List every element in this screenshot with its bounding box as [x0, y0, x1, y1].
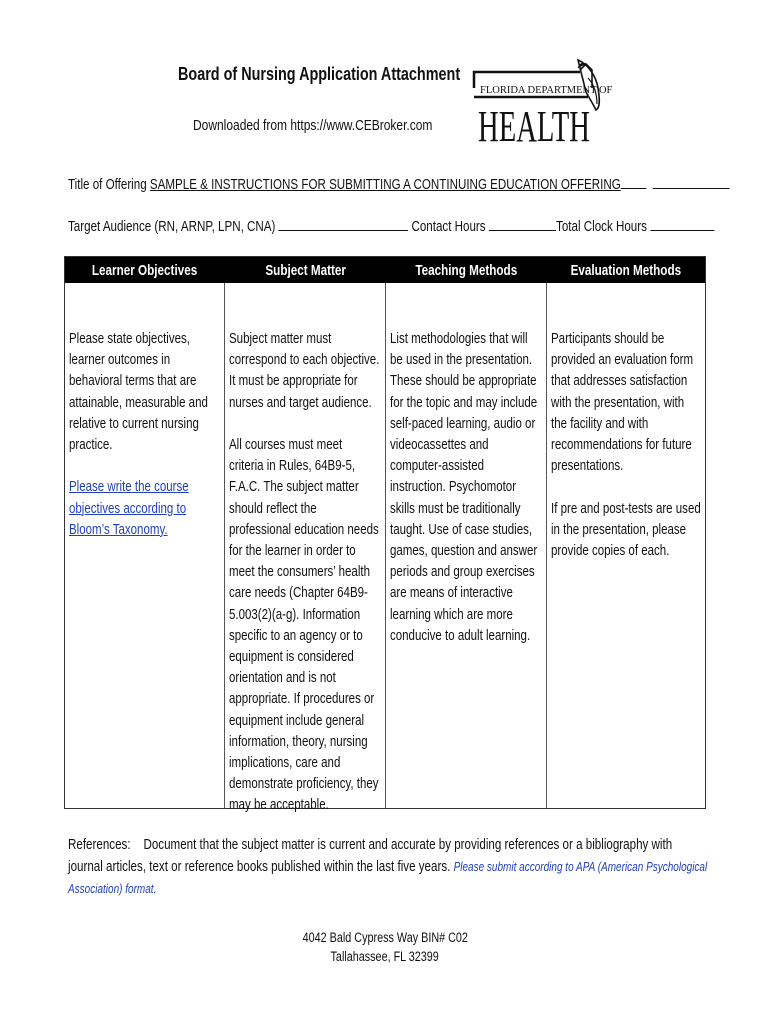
- apa-format-note: Please submit according to APA (American Psychological Association) format.: [68, 860, 708, 896]
- address-block: [0, 928, 770, 966]
- florida-health-logo: [470, 58, 613, 151]
- offering-value[interactable]: SAMPLE & INSTRUCTIONS FOR SUBMITTING A CONTINUING EDUCATION OFFERING: [149, 177, 621, 193]
- evaluation-methods-text-2: If pre and post-tests are used in the presentation, please provide copies of each.: [551, 500, 701, 560]
- total-clock-hours-label: Total Clock Hours: [556, 219, 647, 235]
- offering-table: [64, 256, 706, 814]
- logo-top-text: FLORIDA DEPARTMENT OF: [480, 85, 613, 96]
- blooms-taxonomy-link[interactable]: Please write the course objectives according to Bloom’s Taxonomy.: [69, 479, 189, 538]
- contact-hours-label: Contact Hours: [411, 219, 486, 235]
- subject-matter-text-2: All courses must meet criteria in Rules, 64B9-5, F.A.C. The subject matter should reflect the professional education needs for the learner in order to meet the consumers’ health care needs (Chapter 64B9-5.003(2)(a-g). Information specific to an agency or to equipment is considered orientation and is not appropriate. If procedures or equipment include general information, theory, nursing implications, care and demonstrate proficiency, they may be acceptable.: [229, 437, 379, 814]
- audience-blank[interactable]: [279, 216, 409, 231]
- target-audience-line: [68, 216, 714, 235]
- offering-label: Title of Offering: [68, 177, 147, 193]
- audience-label: Target Audience (RN, ARNP, LPN, CNA): [68, 219, 276, 235]
- offering-blank[interactable]: [653, 174, 730, 189]
- teaching-methods-text: List methodologies that will be used in the presentation. These should be appropriate for the topic and may include self-paced learning, audio or videocassettes and computer-assisted instruction. Psychomotor skills must be traditionally taught. Use of case studies, games, question and answer periods and group exercises are means of interactive learning which are more conducive to adult learning.: [390, 331, 538, 644]
- title-of-offering-line: [68, 174, 730, 193]
- references-text: Document that the subject matter is current and accurate by providing references or a bibliography with journal articles, text or reference books published within the last five years.: [68, 837, 673, 875]
- total-clock-hours-blank[interactable]: [650, 216, 714, 231]
- contact-hours-blank[interactable]: [489, 216, 556, 231]
- header-learner-objectives: Learner Objectives: [65, 257, 225, 283]
- address-line-2: Tallahassee, FL 32399: [330, 949, 440, 964]
- learner-objectives-text: Please state objectives, learner outcomes in behavioral terms that are attainable, measurable and relative to current nursing practice.: [69, 331, 208, 454]
- header-evaluation-methods: Evaluation Methods: [547, 257, 705, 283]
- cell-teaching-methods: [386, 283, 547, 808]
- header-subject-matter: Subject Matter: [225, 257, 386, 283]
- references-label: References:: [68, 837, 131, 853]
- document-title: Board of Nursing Application Attachment: [178, 64, 461, 84]
- download-source: Downloaded from https://www.CEBroker.com: [193, 117, 433, 134]
- references-paragraph: [68, 834, 708, 900]
- subject-matter-text-1: Subject matter must correspond to each objective. It must be appropriate for nurses and target audience.: [229, 331, 380, 411]
- cell-subject-matter: [225, 283, 386, 814]
- cell-learner-objectives: [65, 283, 225, 808]
- address-line-1: 4042 Bald Cypress Way BIN# C02: [302, 930, 468, 945]
- logo-main-text: HEALTH: [478, 102, 590, 151]
- header-teaching-methods: Teaching Methods: [386, 257, 547, 283]
- cell-evaluation-methods: [547, 283, 705, 808]
- evaluation-methods-text-1: Participants should be provided an evaluation form that addresses satisfaction with the presentation, with the facility and with recommendations for future presentations.: [551, 331, 694, 475]
